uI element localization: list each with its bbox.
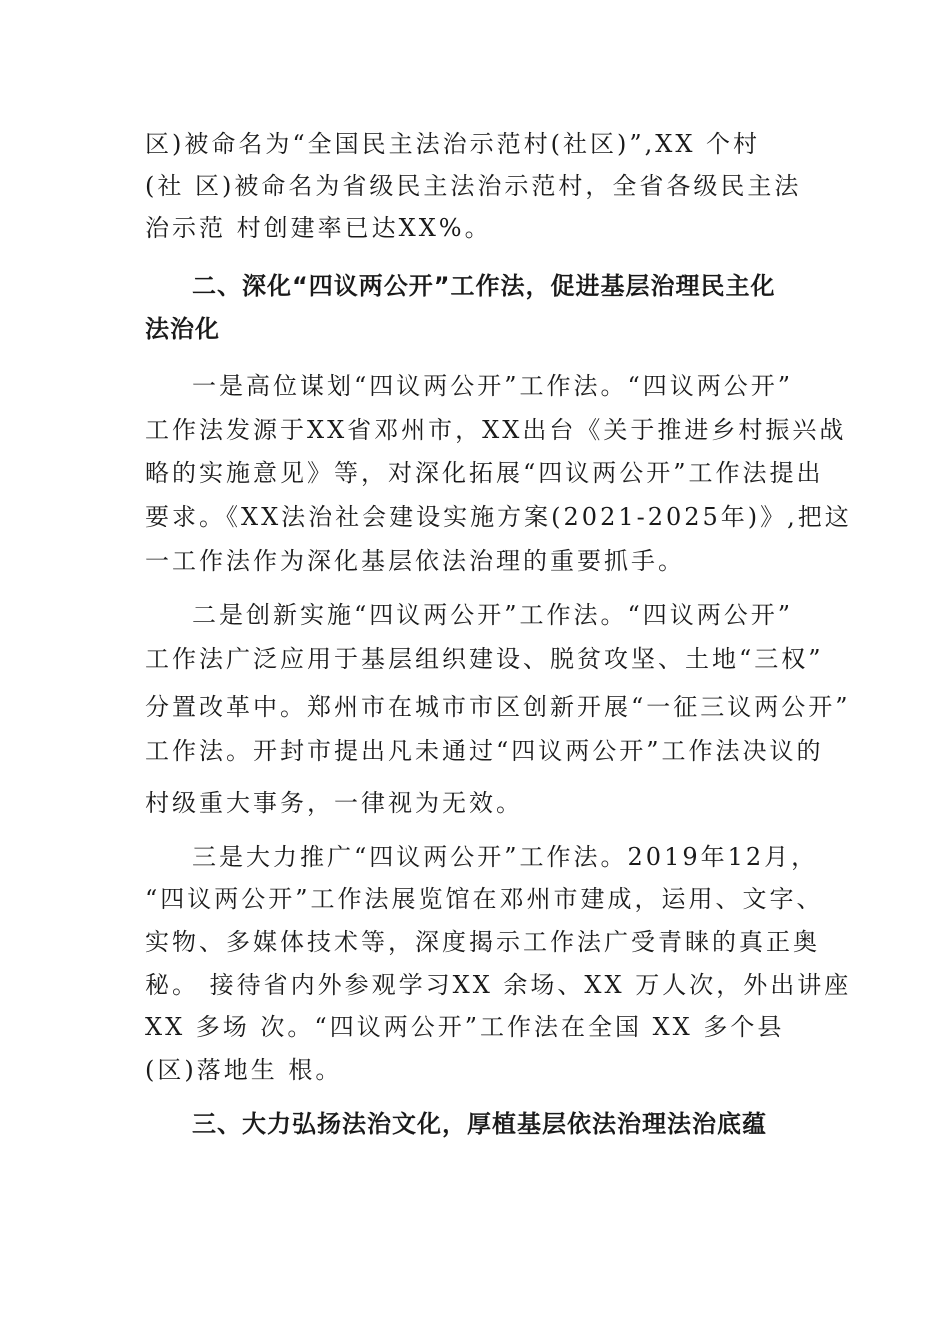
para-three-line-1: 三是大力推广“四议两公开”工作法。2019年12月，: [192, 843, 819, 871]
para-one-line-2: 工作法发源于XX省邓州市，XX出台《关于推进乡村振兴战: [145, 416, 847, 444]
para-two-line-5: 村级重大事务，一律视为无效。: [145, 789, 523, 817]
para-three-line-4: 秘。 接待省内外参观学习XX 余场、XX 万人次，外出讲座: [145, 971, 852, 999]
para-three-line-2: “四议两公开”工作法展览馆在邓州市建成，运用、文字、: [145, 885, 824, 913]
para-one-line-5: 一工作法作为深化基层依法治理的重要抓手。: [145, 547, 685, 575]
para-one-line-3: 略的实施意见》等，对深化拓展“四议两公开”工作法提出: [145, 459, 824, 487]
section-two-heading-line-2: 法治化: [145, 315, 220, 343]
para-one-line-4: 要求。《XX法治社会建设实施方案(2021-2025年)》,把这: [145, 503, 852, 531]
para-two-line-3: 分置改革中。郑州市在城市市区创新开展“一征三议两公开”: [145, 693, 851, 721]
para-three-line-3: 实物、多媒体技术等，深度揭示工作法广受青睐的真正奥: [145, 928, 820, 956]
section-three-heading: 三、大力弘扬法治文化，厚植基层依法治理法治底蕴: [192, 1110, 767, 1138]
para-three-line-6: (区)落地生 根。: [145, 1056, 343, 1084]
intro-line-1: 区)被命名为“全国民主法治示范村(社区)”,XX 个村: [145, 130, 761, 158]
section-two-heading-line-1: 二、深化“四议两公开”工作法，促进基层治理民主化: [192, 272, 776, 300]
intro-line-3: 治示范 村创建率已达XX%。: [145, 214, 492, 242]
para-two-line-4: 工作法。开封市提出凡未通过“四议两公开”工作法决议的: [145, 737, 824, 765]
para-two-line-1: 二是创新实施“四议两公开”工作法。“四议两公开”: [192, 601, 794, 629]
para-three-line-5: XX 多场 次。“四议两公开”工作法在全国 XX 多个县: [145, 1013, 785, 1041]
intro-line-2: (社 区)被命名为省级民主法治示范村，全省各级民主法: [145, 172, 802, 200]
para-two-line-2: 工作法广泛应用于基层组织建设、脱贫攻坚、土地“三权”: [145, 645, 824, 673]
para-one-line-1: 一是高位谋划“四议两公开”工作法。“四议两公开”: [192, 372, 794, 400]
